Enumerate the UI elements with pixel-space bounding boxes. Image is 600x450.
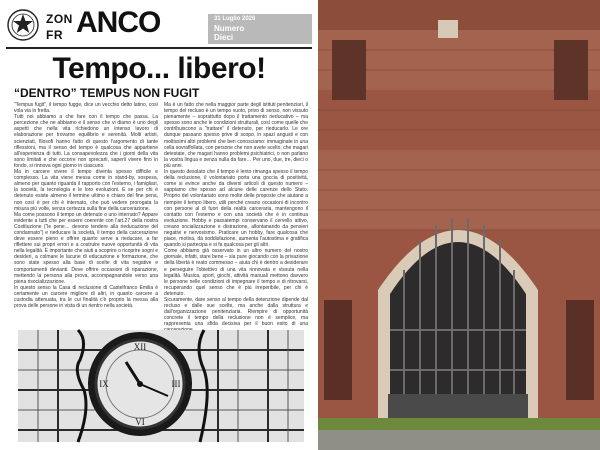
brand-line2: FR bbox=[46, 28, 63, 42]
paragraph: Tutti noi abbiamo a che fare con il tempo che passa. La percezione che ne abbiamo e il senso che vi diamo è uno degli aspetti che nella vita richiedono un intenso lavoro di elaborazione per trovarne equilibrio e serenità. Molti artisti, scienziati, filosofi hanno fatto di questo l'argomento di tante riflessioni, ma il senso del tempo è qualcosa che appartiene all'esperienza di tutti. La consapevolezza che i giorni della vita sono limitati e che occorre non sprecarli, saperli vivere fino in fondo, si rinnova ogni giorno in ciascuno. bbox=[14, 114, 158, 169]
paragraph: Come abbiamo già osservato in un altro numero del nostro giornale, infatti, stare bene – sia pure giocando con la privazione della libertà è reato commesso – aiuta chi è dentro a desiderare e perseguire l'obiettivo di una vita rinnovata e vissuta nella legalità. Musica, sport, giochi, attività manuali mettono davvero le persone nelle condizioni di impegnare il tempo e di ritrovarsi, recuperando quel senso che è più irreperibile, per chi è detenuto. bbox=[164, 248, 308, 297]
issue-number-label: Numero bbox=[214, 24, 245, 33]
article-subtitle: “DENTRO” TEMPUS NON FUGIT bbox=[14, 86, 200, 100]
article-column-left bbox=[14, 102, 158, 326]
paragraph: Ma in carcere vivere il tempo diventa spesso difficile e complesso. La vita viene messa come in stand-by, sospesa, almeno per quanto riguarda il rapporto con l'esterno, i famigliari, la società, la tecnologia e le loro evoluzioni. E se per chi è detenuto esiste almeno il termine ultimo e chiaro del fine pena, non così è per chi è internato, che può vedere prorogata la misura più volte, senza certezza sulla fine della carcerazione. bbox=[14, 169, 158, 212]
svg-text:XII: XII bbox=[133, 342, 147, 352]
article-column-right bbox=[164, 102, 308, 326]
wall-clock-photo bbox=[18, 330, 304, 442]
svg-text:III: III bbox=[171, 379, 181, 389]
masthead-divider bbox=[6, 47, 312, 49]
paragraph: In questo senso la Casa di reclusione di Castelfranco Emilia è certamente un carcere migliore di altri, in quanto carcere a custodia attenuata, tra le cui finalità c'è proprio la messa alla prova delle persone in vista di un rientro nella società. bbox=[14, 284, 158, 310]
article-title: Tempo... libero! bbox=[52, 52, 266, 85]
svg-text:IX: IX bbox=[99, 379, 109, 389]
paragraph: Ma è un fatto che nella maggior parte degli istituti penitenziari, il tempo del recluso è un tempo vuoto, privo di senso, non vissuto pienamente – soprattutto dopo il trattamento rieducativo – ma spesso sono anche le condizioni strutturali, così come quelle che contribuiscono a “trattare” il detenuto, per rieducarlo. Le ore dunque passano spesso prive di scopo, in spazi angusti e con moltissimi altri problemi che ben conosciamo: immaginate in una cella sovraffollata, con persone che non avete scelto, che magari detestate, che magari hanno problemi psichiatrici, o non parlano la vostra lingua e senza nulla da fare… Per uno, due, tre, dieci o più anni. bbox=[164, 102, 308, 169]
brand-big: ANCO bbox=[76, 6, 161, 39]
prison-gate-photo bbox=[318, 0, 600, 450]
masthead-brand bbox=[46, 8, 186, 42]
paragraph: Sicuramente, dare senso al tempo della detenzione dipende dal recluso e dalle sue scelte, ma anche dalla struttura e dall'organizzazione penitenziaria. Riempire di opportunità concrete il tempo della reclusione non è semplice, ma rappresenta una sfida decisiva per il buon esito di una bbox=[164, 297, 308, 328]
star-seal-icon bbox=[6, 8, 40, 42]
paragraph: In questo desolato che il tempo è lento rimanga spesso il tempo della reclusione, il volontariato porta una goccia di positività, come si evince anche da diversi articoli di questo numero – sappiamo che spesso ad alcune delle carenze dello Stato. Proprio del volontariato sono molte delle proposte che aiutano a riempire il tempo libero, utili perché creano occasioni di incontro con persone al di fuori della realtà carceraria, mantengono il contatto con l'esterno e con una società che è in continua evoluzione. Hobby e passatempi conservano il cervello attivo, creano socializzazione e distrazione, allontanando da pensieri negativi e nervosismo. Praticare un hobby, fare qualcosa che piace, motiva, dà soddisfazione, aumenta l'autostima e gratifica quando si partecipa e si fa qualcosa per gli altri. bbox=[164, 169, 308, 249]
paragraph: “Tempus fugit”, il tempo fugge, dice un vecchio detto latino, così vola via in fretta. bbox=[14, 102, 158, 115]
svg-text:VI: VI bbox=[135, 417, 145, 427]
issue-box bbox=[208, 14, 312, 44]
issue-date: 31 Luglio 2026 bbox=[214, 16, 256, 22]
brand-line1: ZON bbox=[46, 12, 73, 26]
paragraph: Ma come possono il tempo un detenuto o uno internato? Appare evidente a tutti che per essere coerente con l'art.27 della nostra Costituzione (“le pene… devono tendere alla rieducazione del condannato”) e rieducare la società, il tempo della carcerazione deve essere pieno e offrire quanto serve a rieducare, a far riflettere sui propri errori e a costruire nuove opportunità di vita nella legalità. È importante che aiuti a scoprire o ricoprire sogni e desideri, a colmare le lacune di educazione e formazione, che sono state spesso alla base di scelte di vita negative e comportamenti devianti. Deve offrire occasioni di riparazione, mettendo la persona alla prova, accompagnandole verso una piena risocializzazione. bbox=[14, 211, 158, 285]
issue-number-value: Dieci bbox=[214, 33, 234, 42]
